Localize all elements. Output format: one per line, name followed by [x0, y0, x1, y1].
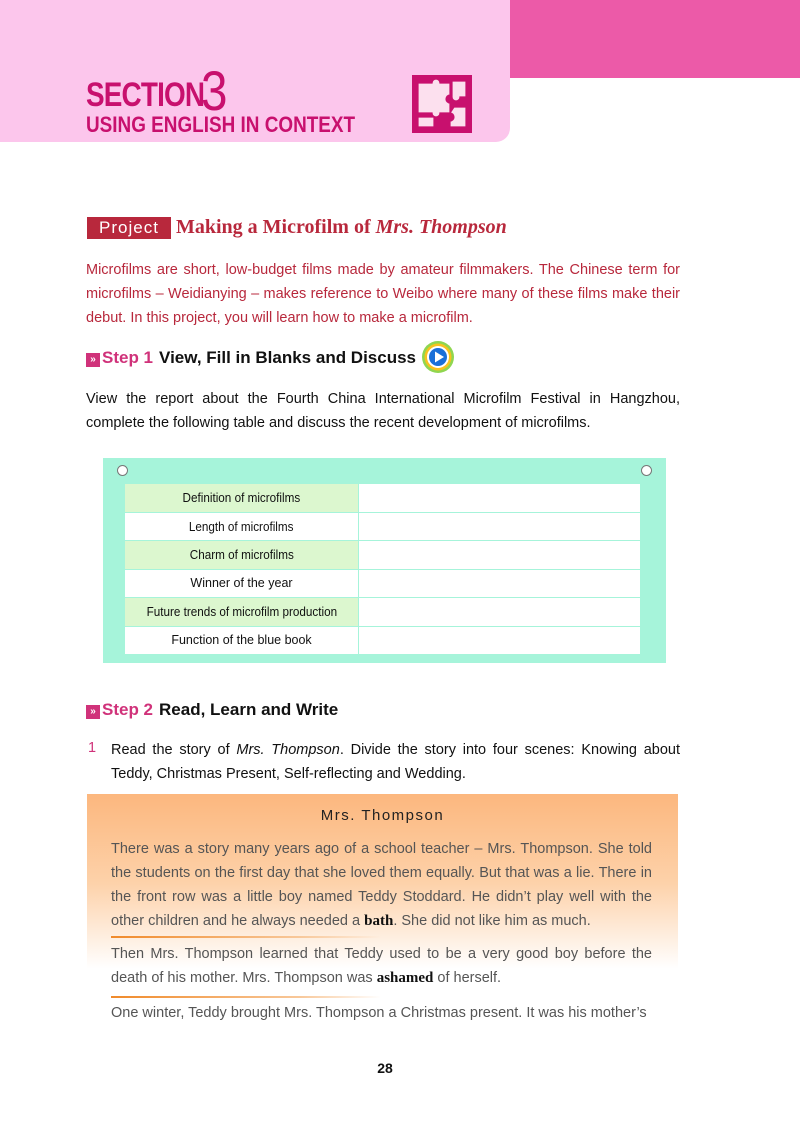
- project-title-italic: Mrs. Thompson: [375, 216, 507, 238]
- table-row: [125, 484, 640, 513]
- step-2-label: Step 2: [102, 700, 154, 719]
- story-paragraph-1: [111, 837, 652, 933]
- vocab-word: ashamed: [376, 970, 434, 986]
- vocab-word: bath: [364, 913, 394, 929]
- paragraph-text: . She did not like him as much.: [393, 913, 591, 929]
- double-chevron-icon: »: [86, 705, 100, 719]
- project-title-text: Making a Microfilm of: [176, 216, 376, 238]
- paragraph-text: Then Mrs. Thompson learned that Teddy used to be a very good boy before the death of his mother. Mrs. Thompson was: [111, 946, 652, 986]
- project-tag: Project: [87, 217, 171, 239]
- project-title: [176, 216, 507, 239]
- item-number: 1: [88, 740, 97, 756]
- story-paragraph-2: [111, 942, 652, 990]
- row-label: Length of microfilms: [189, 518, 294, 534]
- step-2-title: Read, Learn and Write: [159, 700, 339, 719]
- play-icon[interactable]: [421, 340, 455, 374]
- story-title: Mrs. Thompson: [320, 807, 445, 824]
- row-label: Winner of the year: [190, 576, 293, 591]
- answer-cell[interactable]: [359, 541, 640, 569]
- answer-cell[interactable]: [359, 570, 640, 598]
- section-subtitle: USING ENGLISH IN CONTEXT: [86, 112, 356, 137]
- table-row: [125, 570, 640, 599]
- paragraph-text: of herself.: [433, 970, 502, 986]
- step-1-title: View, Fill in Blanks and Discuss: [159, 348, 417, 367]
- project-intro: Microfilms are short, low-budget films made by amateur filmmakers. The Chinese term for microfilms – Weidianying – makes reference to Weibo where many of these films make their debut. In this project, you will learn how to make a microfilm.: [86, 262, 680, 326]
- row-label: Charm of microfilms: [189, 547, 294, 563]
- double-chevron-icon: »: [86, 353, 100, 367]
- answer-cell[interactable]: [359, 513, 640, 541]
- answer-cell[interactable]: [359, 627, 640, 655]
- row-label: Function of the blue book: [171, 633, 312, 648]
- table-row: [125, 541, 640, 570]
- step-2-heading: [86, 700, 338, 720]
- section-label: SECTION: [86, 76, 205, 114]
- answer-cell[interactable]: [359, 484, 640, 512]
- step-1-instructions: View the report about the Fourth China International Microfilm Festival in Hangzhou, complete the following table and discuss the recent development of microfilms.: [86, 391, 680, 431]
- header-accent-block: [510, 0, 800, 78]
- step-1-heading: [86, 348, 416, 368]
- microfilm-table: [125, 484, 640, 655]
- instruction-text: Read the story of: [111, 742, 237, 758]
- scene-divider: [111, 936, 381, 938]
- story-box: [87, 794, 678, 1034]
- step-1-label: Step 1: [102, 348, 154, 367]
- step-2-instructions: [111, 738, 680, 786]
- table-row: [125, 598, 640, 627]
- row-label: Future trends of microfilm production: [146, 604, 337, 620]
- puzzle-icon: [412, 75, 472, 133]
- row-label: Definition of microfilms: [182, 490, 301, 506]
- instruction-text: . Divide the story into four scenes: Knowing about Teddy, Christmas Present, Self-reflecting and Wedding.: [111, 742, 680, 782]
- binder-hole: [641, 465, 652, 476]
- story-paragraph-3: One winter, Teddy brought Mrs. Thompson a Christmas present. It was his mother’s: [111, 1005, 647, 1021]
- paragraph-text: There was a story many years ago of a school teacher – Mrs. Thompson. She told the students on the first day that she loved them equally. But that was a lie. There in the front row was a little boy named Teddy Stoddard. He didn’t play well with the other children and he always needed a: [111, 841, 652, 929]
- binder-hole: [117, 465, 128, 476]
- table-row: [125, 513, 640, 542]
- table-row: [125, 627, 640, 656]
- scene-divider: [111, 996, 381, 998]
- answer-cell[interactable]: [359, 598, 640, 626]
- section-number: 3: [201, 59, 228, 122]
- instruction-italic: Mrs. Thompson: [236, 742, 340, 758]
- page-number: 28: [377, 1060, 393, 1076]
